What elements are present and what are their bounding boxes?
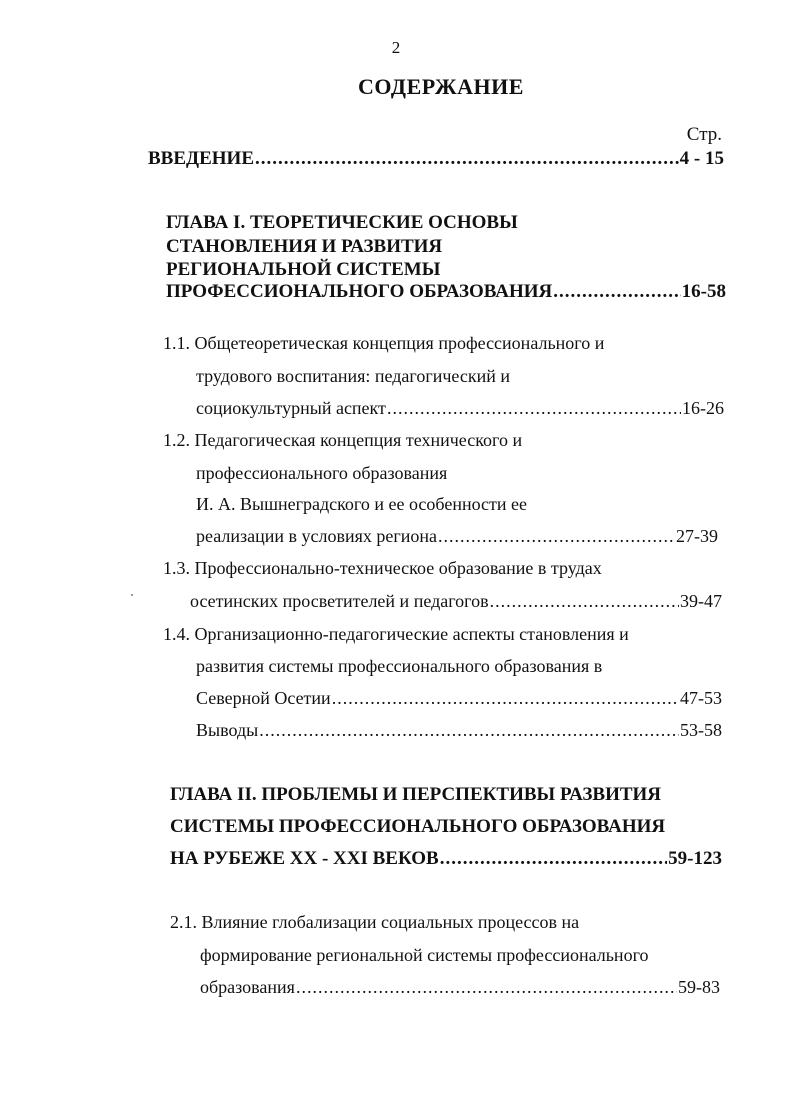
toc-entry-pages: 47-53 [680, 688, 722, 708]
toc-entry-section-1-2 [196, 524, 718, 548]
toc-entry-section-2-1 [200, 975, 720, 999]
toc-entry-pages: 59-83 [678, 977, 720, 997]
section-line: осетинских просветителей и педагогов [190, 591, 489, 611]
dot-leader [332, 686, 679, 710]
toc-entry-conclusions [196, 718, 722, 742]
chapter-heading-line: СТАНОВЛЕНИЯ И РАЗВИТИЯ [166, 236, 443, 257]
toc-entry-pages: 16-26 [682, 398, 724, 418]
document-title: СОДЕРЖАНИЕ [358, 74, 524, 99]
section-line: 1.3. Профессионально-техническое образование в трудах [163, 558, 602, 578]
section-line: И. А. Вышнеградского и ее особенности ее [196, 494, 528, 514]
section-line: трудового воспитания: педагогический и [196, 366, 510, 386]
toc-entry-section-1-4 [196, 686, 722, 710]
section-line: образования [200, 977, 295, 997]
dot-leader [490, 589, 679, 613]
chapter-heading-line: ГЛАВА II. ПРОБЛЕМЫ И ПЕРСПЕКТИВЫ РАЗВИТИЯ [170, 784, 662, 805]
section-line: Северной Осетии [196, 688, 331, 708]
section-line: 1.1. Общетеоретическая концепция профессионального и [163, 333, 605, 353]
section-line: формирование региональной системы профессионального [200, 945, 649, 965]
section-line: социокультурный аспект [196, 398, 386, 418]
toc-entry-introduction [148, 147, 724, 171]
section-line: 1.2. Педагогическая концепция технического и [163, 430, 523, 450]
section-line: Выводы [196, 720, 259, 740]
dot-leader [387, 396, 681, 420]
section-line: развития системы профессионального образования в [196, 656, 603, 676]
dot-leader [255, 147, 679, 171]
scan-speck [131, 594, 133, 596]
toc-entry-pages: 16-58 [681, 281, 726, 302]
page-column-label: Стр. [686, 124, 722, 145]
toc-entry-label: ВВЕДЕНИЕ [148, 148, 254, 169]
toc-entry-chapter-1 [166, 280, 726, 304]
chapter-heading-line: ГЛАВА I. ТЕОРЕТИЧЕСКИЕ ОСНОВЫ [166, 212, 518, 233]
dot-leader [553, 280, 680, 304]
toc-entry-section-1-3 [190, 589, 722, 613]
toc-entry-pages: 53-58 [680, 720, 722, 740]
chapter-heading-line: СИСТЕМЫ ПРОФЕССИОНАЛЬНОГО ОБРАЗОВАНИЯ [170, 816, 666, 837]
page-number: 2 [391, 38, 401, 57]
dot-leader [440, 847, 667, 871]
dot-leader [438, 524, 675, 548]
toc-entry-chapter-2 [170, 847, 722, 871]
toc-entry-pages: 39-47 [680, 591, 722, 611]
toc-entry-pages: 4 - 15 [679, 148, 724, 169]
section-line: 2.1. Влияние глобализации социальных процессов на [170, 912, 580, 932]
dot-leader [259, 718, 679, 742]
toc-entry-pages: 59-123 [668, 848, 722, 869]
section-line: профессионального образования [196, 463, 448, 483]
chapter-heading-line: НА РУБЕЖЕ XX - XXI ВЕКОВ [170, 848, 439, 869]
dot-leader [296, 975, 677, 999]
toc-entry-section-1-1 [196, 396, 724, 420]
chapter-heading-line: ПРОФЕССИОНАЛЬНОГО ОБРАЗОВАНИЯ [166, 281, 553, 302]
chapter-heading-line: РЕГИОНАЛЬНОЙ СИСТЕМЫ [166, 259, 441, 280]
section-line: реализации в условиях региона [196, 526, 437, 546]
toc-entry-pages: 27-39 [676, 526, 718, 546]
section-line: 1.4. Организационно-педагогические аспекты становления и [163, 624, 629, 644]
